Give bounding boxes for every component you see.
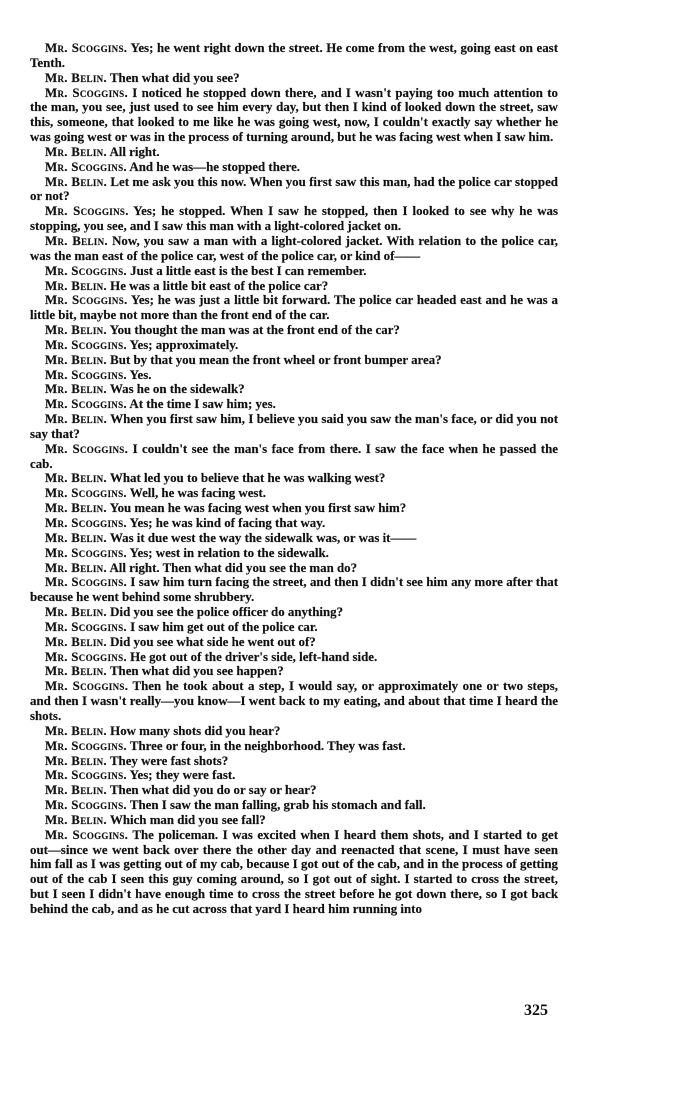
testimony-text: Then I saw the man falling, grab his stomach and fall. [126,798,426,813]
page-number: 325 [524,1002,548,1019]
testimony-text: How many shots did you hear? [106,723,281,738]
testimony-text: You mean he was facing west when you first saw him? [106,501,407,516]
testimony-paragraph [30,86,558,145]
testimony-paragraph [30,561,558,576]
testimony-paragraph [30,353,558,368]
testimony-paragraph [30,145,558,160]
speaker-name: Mr. Scoggins. [45,159,127,174]
testimony-text: Was he on the sidewalk? [106,382,245,397]
testimony-paragraph [30,160,558,175]
testimony-paragraph [30,382,558,397]
testimony-text: All right. Then what did you see the man do? [106,560,358,575]
testimony-text: And he was—he stopped there. [126,159,301,174]
speaker-name: Mr. Belin. [45,233,108,248]
testimony-paragraph [30,783,558,798]
testimony-text: Well, he was facing west. [126,486,266,501]
speaker-name: Mr. Belin. [45,753,107,768]
testimony-text: I couldn't see the man's face from there. I saw the face when he passed the cab. [30,441,558,471]
testimony-text: Let me ask you this now. When you first saw this man, had the police car stopped or not? [30,174,558,204]
testimony-paragraph [30,323,558,338]
testimony-text: Just a little east is the best I can remember. [126,263,367,278]
testimony-paragraph [30,828,558,917]
speaker-name: Mr. Belin. [45,471,107,486]
speaker-name: Mr. Scoggins. [45,85,128,100]
speaker-name: Mr. Scoggins. [45,738,127,753]
speaker-name: Mr. Belin. [45,723,107,738]
speaker-name: Mr. Scoggins. [45,397,127,412]
testimony-paragraph [30,768,558,783]
speaker-name: Mr. Belin. [45,144,107,159]
speaker-name: Mr. Belin. [45,412,108,427]
testimony-text: Three or four, in the neighborhood. They was fast. [126,738,406,753]
testimony-paragraph [30,739,558,754]
speaker-name: Mr. Scoggins. [45,768,127,783]
speaker-name: Mr. Belin. [45,174,108,189]
testimony-text: Yes; they were fast. [126,768,236,783]
testimony-text: Now, you saw a man with a light-colored jacket. With relation to the police car, was the man east of the police car, west of the police car, or kind of—— [30,233,558,263]
speaker-name: Mr. Scoggins. [45,486,127,501]
speaker-name: Mr. Scoggins. [45,575,128,590]
speaker-name: Mr. Scoggins. [45,204,129,219]
testimony-text: Yes; west in relation to the sidewalk. [126,545,329,560]
speaker-name: Mr. Scoggins. [45,441,129,456]
testimony-text: The policeman. I was excited when I heard them shots, and I started to get out—since we went back over there the other day and reenacted that scene, I must have seen him fall as I was getting out of my cab, because I got out of the cab, and in the process of getting out of the cab I seen this guy coming around, so I got out of sight. I started to cross the street, but I seen I didn't have enough time to cross the street before he got down there, so I got back behind the cab, and as he cut across that yard I heard him running into [30,827,558,916]
testimony-paragraph [30,724,558,739]
speaker-name: Mr. Belin. [45,783,107,798]
testimony-paragraph [30,605,558,620]
testimony-text: Yes; he was just a little bit forward. The police car headed east and he was a little bit, maybe not more than the front end of the car. [30,293,558,323]
testimony-paragraph [30,650,558,665]
testimony-text: At the time I saw him; yes. [126,397,276,412]
speaker-name: Mr. Scoggins. [45,798,127,813]
testimony-paragraph [30,620,558,635]
speaker-name: Mr. Scoggins. [45,367,127,382]
speaker-name: Mr. Scoggins. [45,679,129,694]
testimony-text: He got out of the driver's side, left-hand side. [126,649,378,664]
testimony-paragraph [30,635,558,650]
testimony-text: Then what did you see happen? [106,664,284,679]
testimony-paragraph [30,679,558,724]
testimony-paragraph [30,368,558,383]
testimony-text: Yes; he stopped. When I saw he stopped, then I looked to see why he was stopping, you see, and I saw this man with a light-colored jacket on. [30,204,558,234]
speaker-name: Mr. Belin. [45,530,107,545]
speaker-name: Mr. Belin. [45,634,107,649]
speaker-name: Mr. Belin. [45,605,107,620]
testimony-text: But by that you mean the front wheel or front bumper area? [106,352,442,367]
speaker-name: Mr. Scoggins. [45,293,128,308]
testimony-paragraph [30,664,558,679]
testimony-text: Then what did you do or say or hear? [106,783,317,798]
testimony-text: He was a little bit east of the police car? [106,278,329,293]
speaker-name: Mr. Belin. [45,352,107,367]
testimony-paragraph [30,71,558,86]
testimony-paragraph [30,279,558,294]
testimony-text: They were fast shots? [106,753,229,768]
speaker-name: Mr. Belin. [45,812,107,827]
testimony-paragraph [30,575,558,605]
speaker-name: Mr. Belin. [45,664,107,679]
transcript-body [30,41,558,917]
testimony-text: Then he took about a step, I would say, or approximately one or two steps, and then I wasn't really—you know—I went back to my eating, and about that time I heard the shots. [30,679,558,723]
testimony-text: Was it due west the way the sidewalk was, or was it—— [106,530,417,545]
testimony-paragraph [30,516,558,531]
testimony-text: All right. [106,144,160,159]
speaker-name: Mr. Belin. [45,70,107,85]
testimony-text: I saw him get out of the police car. [126,619,318,634]
testimony-text: Yes; he was kind of facing that way. [126,516,326,530]
testimony-paragraph [30,471,558,486]
testimony-text: What led you to believe that he was walking west? [106,471,386,486]
testimony-text: Then what did you see? [106,70,240,85]
testimony-paragraph [30,442,558,472]
testimony-text: Did you see what side he went out of? [106,634,316,649]
testimony-text: Yes. [126,367,152,382]
testimony-paragraph [30,175,558,205]
testimony-paragraph [30,412,558,442]
testimony-paragraph [30,264,558,279]
speaker-name: Mr. Belin. [45,278,107,293]
testimony-paragraph [30,813,558,828]
testimony-text: Did you see the police officer do anything? [106,605,344,620]
speaker-name: Mr. Scoggins. [45,263,127,278]
testimony-text: I noticed he stopped down there, and I wasn't paying too much attention to the man, you see, just used to see him every day, but then I kind of looked down the street, saw this, someone, that looked to me like he was going west, now, I couldn't exactly say whether he was going west or was in the process of turning around, but he was facing west when I saw him. [30,85,558,145]
speaker-name: Mr. Scoggins. [45,619,127,634]
testimony-paragraph [30,397,558,412]
testimony-text: I saw him turn facing the street, and then I didn't see him any more after that because he went behind some shrubbery. [30,575,558,605]
speaker-name: Mr. Scoggins. [45,545,127,560]
testimony-text: Yes; approximately. [126,337,239,352]
testimony-paragraph [30,486,558,501]
testimony-paragraph [30,501,558,516]
testimony-paragraph [30,204,558,234]
testimony-text: Yes; he went right down the street. He come from the west, going east on east Tenth. [30,41,558,70]
testimony-text: Which man did you see fall? [106,812,266,827]
speaker-name: Mr. Belin. [45,501,107,516]
testimony-paragraph [30,798,558,813]
speaker-name: Mr. Scoggins. [45,41,128,55]
testimony-paragraph [30,531,558,546]
testimony-paragraph [30,41,558,71]
speaker-name: Mr. Scoggins. [45,516,127,530]
speaker-name: Mr. Belin. [45,382,107,397]
testimony-paragraph [30,293,558,323]
testimony-paragraph [30,234,558,264]
testimony-text: You thought the man was at the front end of the car? [106,323,400,338]
speaker-name: Mr. Scoggins. [45,649,127,664]
testimony-paragraph [30,338,558,353]
speaker-name: Mr. Belin. [45,323,107,338]
speaker-name: Mr. Belin. [45,560,107,575]
testimony-text: When you first saw him, I believe you said you saw the man's face, or did you not say that? [30,412,558,441]
testimony-paragraph [30,754,558,769]
testimony-paragraph [30,546,558,561]
speaker-name: Mr. Scoggins. [45,337,127,352]
speaker-name: Mr. Scoggins. [45,827,129,842]
